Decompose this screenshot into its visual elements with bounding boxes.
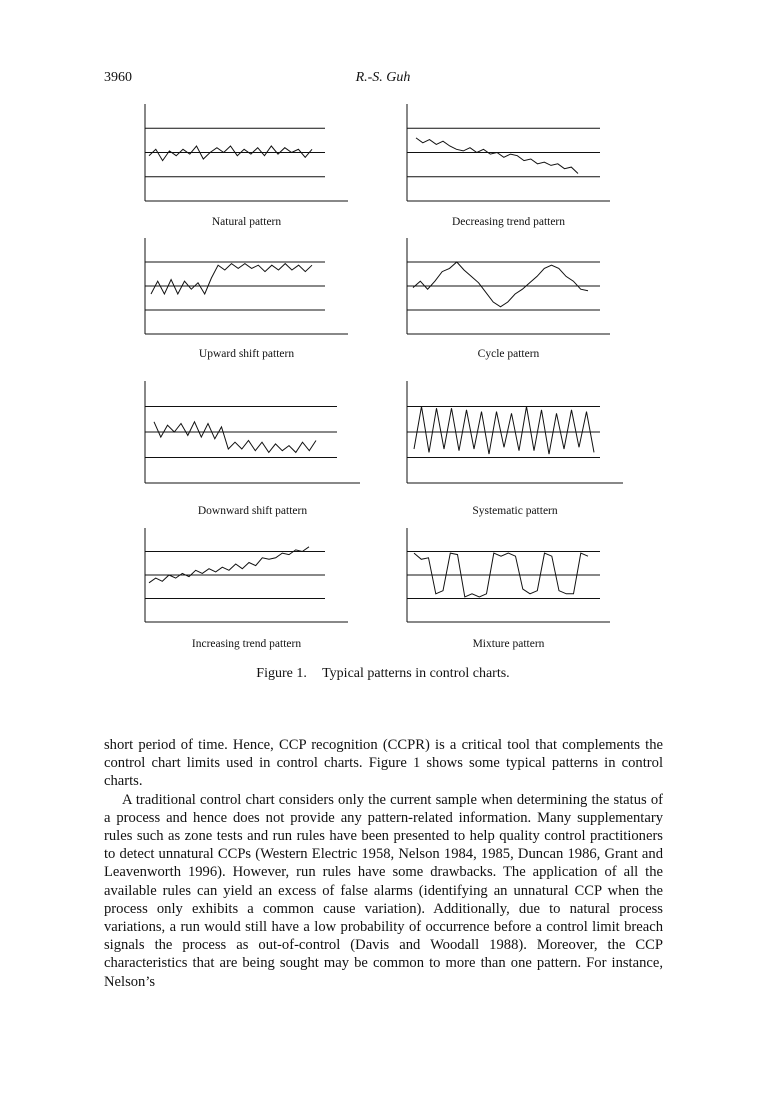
paragraph-2: A traditional control chart considers only the current sample when determining the status of a process and hence does not provide any pattern-related information. Many supplementary rules such as zone tests and run rules have been presented to help quality control practitioners to detect unnatural CCPs (Western Electric 1958, Nelson 1984, 1985, Duncan 1986, Grant and Leavenworth 1996). However, run rules have some drawbacks. The application of all the available rules can yield an excess of false alarms (identifying an unnatural CCP when the process only exhibits a common cause variation). Additionally, due to natural process variations, a run would still have a low probability of occurrence before a control limit breach signals the process as out-of-control (Davis and Woodall 1988). Moreover, the CCP characteristics that are being sought may be common to more than one pattern. For instance, Nelson’s — [104, 791, 663, 990]
data-series-line — [414, 407, 594, 455]
page-number: 3960 — [104, 70, 132, 85]
panel-caption: Natural pattern — [211, 216, 282, 228]
chart-panel-8 — [407, 528, 610, 650]
data-series-line — [149, 146, 312, 161]
body-text — [104, 736, 663, 991]
chart-panel-4 — [407, 238, 610, 360]
chart-panel-1 — [145, 104, 348, 228]
chart-panel-2 — [407, 104, 610, 228]
panel-caption: Increasing trend pattern — [191, 638, 302, 650]
panel-caption: Cycle pattern — [477, 348, 540, 360]
panel-caption: Downward shift pattern — [197, 505, 308, 517]
figure-caption — [0, 666, 766, 682]
paragraph-1: short period of time. Hence, CCP recognition (CCPR) is a critical tool that complements the control chart limits used in control charts. Figure 1 shows some typical patterns in control charts. — [104, 737, 663, 790]
panel-caption: Systematic pattern — [472, 505, 558, 517]
data-series-line — [413, 262, 588, 307]
chart-panel-5 — [145, 381, 360, 517]
chart-panel-3 — [145, 238, 348, 360]
panel-caption: Upward shift pattern — [198, 348, 295, 360]
panel-caption: Mixture pattern — [472, 638, 545, 650]
running-head: R.-S. Guh — [355, 70, 411, 85]
figure-caption-text: Typical patterns in control charts. — [322, 666, 510, 681]
chart-panel-7 — [145, 528, 348, 650]
data-series-line — [154, 422, 316, 453]
panel-caption: Decreasing trend pattern — [451, 216, 566, 228]
chart-panel-6 — [407, 381, 623, 517]
data-series-line — [416, 138, 578, 174]
figure-label: Figure 1. — [256, 666, 307, 681]
data-series-line — [151, 264, 312, 294]
data-series-line — [149, 547, 309, 583]
